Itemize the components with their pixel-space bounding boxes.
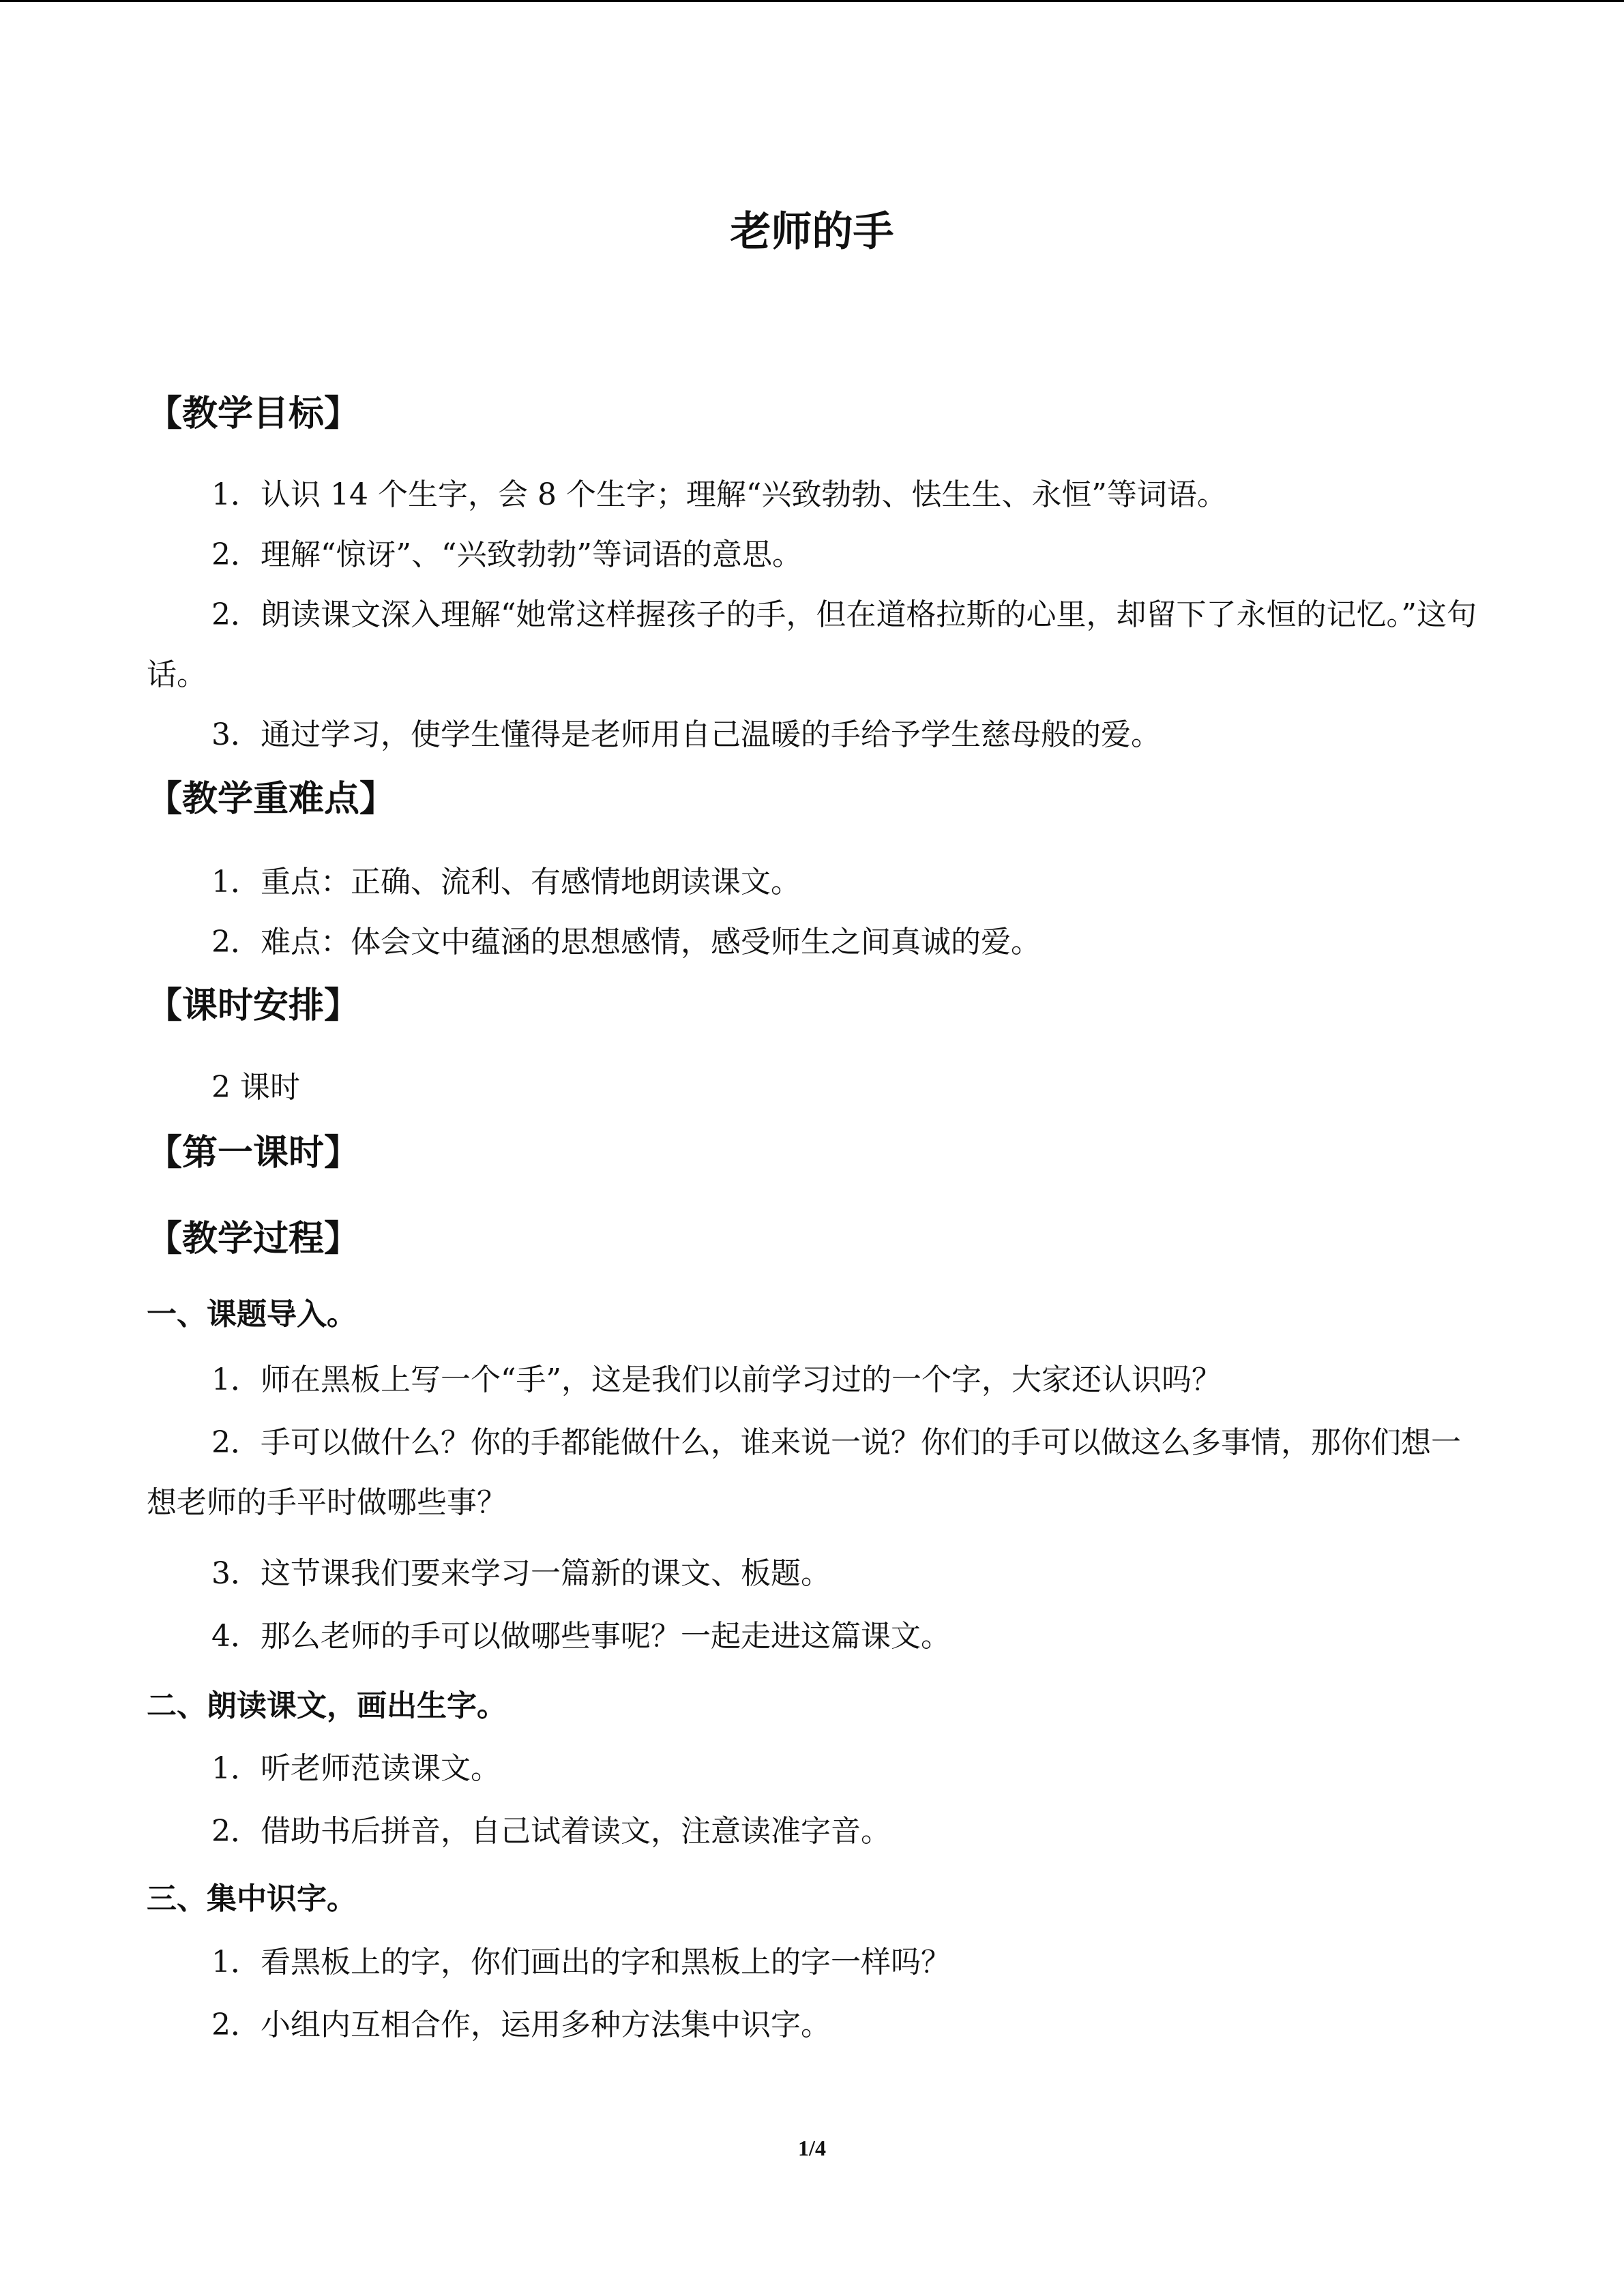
document-title: 老师的手 <box>730 208 894 256</box>
process-part-2-title: 二、朗读课文，画出生字。 <box>147 1688 507 1723</box>
key-point-item-1: 1．重点：正确、流利、有感情地朗读课文。 <box>211 865 801 899</box>
page-number: 1/4 <box>798 2136 826 2160</box>
top-border-line <box>0 0 1624 2</box>
process-part-3-item-1: 1．看黑板上的字，你们画出的字和黑板上的字一样吗？ <box>211 1945 951 1980</box>
process-part-2-item-1: 1．听老师范读课文。 <box>211 1751 501 1786</box>
process-part-3-title: 三、集中识字。 <box>147 1881 357 1916</box>
key-point-item-2: 2．难点：体会文中蕴涵的思想感情，感受师生之间真诚的爱。 <box>211 925 1041 959</box>
process-part-1-title: 一、课题导入。 <box>147 1297 357 1332</box>
process-part-1-item-3: 3．这节课我们要来学习一篇新的课文、板题。 <box>211 1556 831 1591</box>
heading-schedule: 【课时安排】 <box>147 985 360 1026</box>
objective-item-2: 2．理解“惊讶”、“兴致勃勃”等词语的意思。 <box>211 537 802 572</box>
objective-item-4: 3．通过学习，使学生懂得是老师用自己温暖的手给予学生慈母般的爱。 <box>211 717 1161 752</box>
schedule-text: 2 课时 <box>211 1070 300 1105</box>
heading-first-lesson: 【第一课时】 <box>147 1133 360 1174</box>
process-part-2-item-2: 2．借助书后拼音，自己试着读文，注意读准字音。 <box>211 1814 891 1849</box>
process-part-1-item-1: 1．师在黑板上写一个“手”，这是我们以前学习过的一个字，大家还认识吗？ <box>211 1362 1222 1397</box>
process-part-3-item-2: 2．小组内互相合作，运用多种方法集中识字。 <box>211 2008 831 2042</box>
objective-item-3: 2．朗读课文深入理解“她常这样握孩子的手，但在道格拉斯的心里，却留下了永恒的记忆。”这句话。 <box>147 597 1477 692</box>
heading-process: 【教学过程】 <box>147 1219 360 1259</box>
process-part-1-item-4: 4．那么老师的手可以做哪些事呢？一起走进这篇课文。 <box>211 1619 951 1654</box>
heading-objectives: 【教学目标】 <box>147 393 360 434</box>
objective-item-1: 1．认识 14 个生字，会 8 个生字；理解“兴致勃勃、怯生生、永恒”等词语。 <box>211 477 1227 512</box>
process-part-1-item-2: 2．手可以做什么？你的手都能做什么，谁来说一说？你们的手可以做这么多事情，那你们想一想老师的手平时做哪些事？ <box>147 1425 1461 1520</box>
heading-key-points: 【教学重难点】 <box>147 779 396 820</box>
